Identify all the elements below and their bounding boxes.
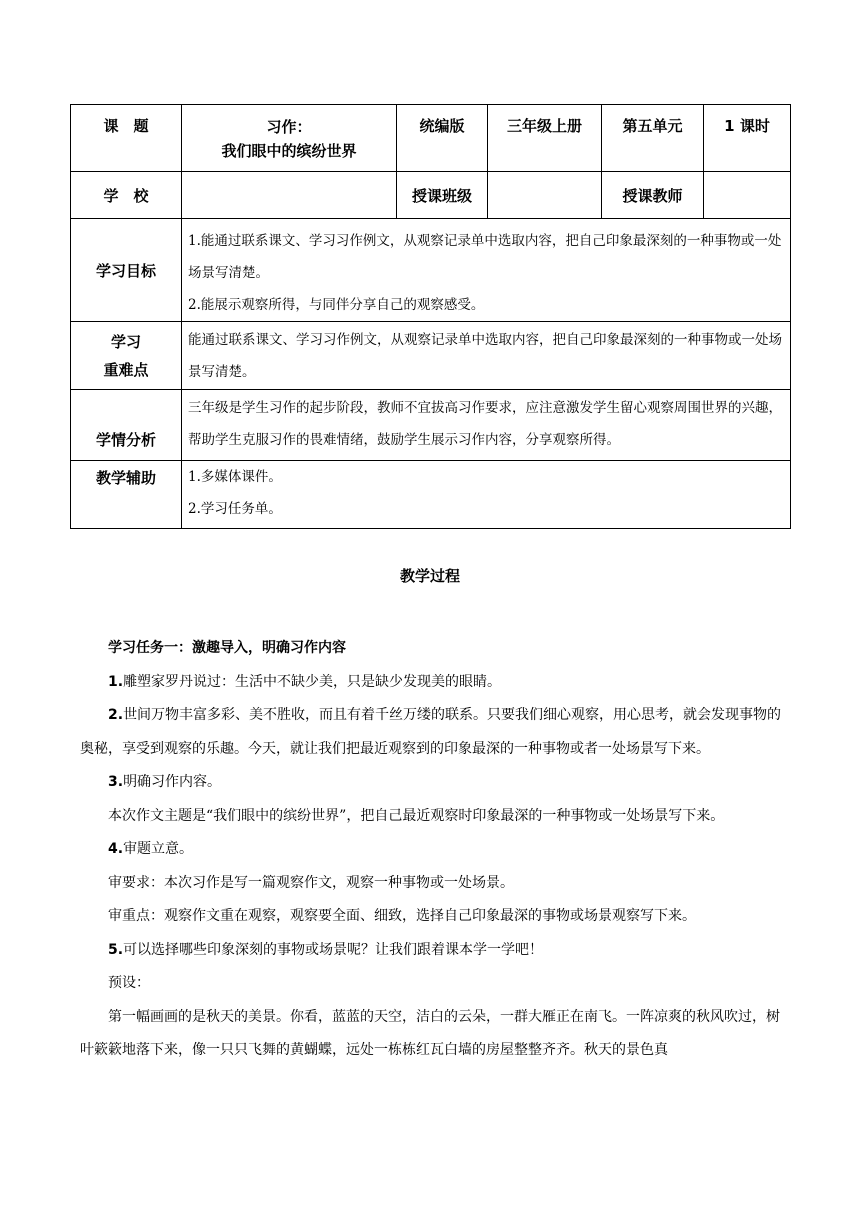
class-label: 授课班级: [397, 172, 488, 219]
paragraph: [80, 766, 792, 800]
teacher-value: [704, 172, 791, 219]
edition-cell: 统编版: [397, 105, 488, 172]
paragraph: 预设：: [108, 975, 150, 991]
goal-item: 1.能通过联系课文、学习习作例文，从观察记录单中选取内容，把自己印象最深刻的一种事物或一处场景写清楚。: [188, 233, 782, 281]
topic-line2: 我们眼中的缤纷世界: [221, 142, 357, 160]
goals-content: [182, 219, 791, 322]
paragraph-number: 4.: [108, 841, 124, 857]
paragraph-number: 5.: [108, 941, 124, 958]
paragraph-number: 1.: [108, 673, 124, 690]
paragraph: 审重点：观察作文重在观察，观察要全面、细致，选择自己印象最深的事物或场景观察写下来。: [108, 908, 696, 924]
paragraph-text: 明确习作内容。: [123, 774, 222, 790]
lesson-info-table: [70, 104, 791, 529]
aid-item: 1.多媒体课件。: [188, 469, 282, 485]
topic-value: [182, 105, 397, 172]
school-value: [182, 172, 397, 219]
class-value: [488, 172, 602, 219]
school-label: 学 校: [71, 172, 182, 219]
aids-content: [182, 461, 791, 529]
topic-line1: 习作：: [266, 118, 312, 136]
goal-item: 2.能展示观察所得，与同伴分享自己的观察感受。: [188, 297, 485, 313]
teacher-label: 授课教师: [602, 172, 704, 219]
paragraph: 本次作文主题是“我们眼中的缤纷世界”，把自己最近观察时印象最深的一种事物或一处场景写下来。: [108, 807, 725, 824]
hours-cell: 1 课时: [704, 105, 791, 172]
key-points-label-line1: 学习: [110, 332, 141, 351]
paragraph-text: 可以选择哪些印象深刻的事物或场景呢？让我们跟着课本学一学吧！: [123, 941, 544, 958]
analysis-content: [182, 390, 791, 461]
task-heading: 学习任务一：激趣导入，明确习作内容: [108, 640, 346, 656]
aids-label: 教学辅助: [71, 461, 182, 529]
goals-label: 学习目标: [71, 219, 182, 322]
paragraph: 审要求：本次习作是写一篇观察作文，观察一种事物或一处场景。: [108, 874, 514, 891]
table-row: [71, 461, 791, 529]
table-row: [71, 322, 791, 390]
table-row: [71, 172, 791, 219]
analysis-label: 学情分析: [71, 390, 182, 461]
paragraph-number: 3.: [108, 774, 124, 790]
analysis-text: 三年级是学生习作的起步阶段，教师不宜拔高习作要求，应注意激发学生留心观察周围世界的兴趣，帮助学生克服习作的畏难情绪，鼓励学生展示习作内容，分享观察所得。: [188, 400, 782, 448]
aid-item: 2.学习任务单。: [188, 501, 282, 517]
lesson-body: [80, 632, 792, 1068]
paragraph: [80, 666, 792, 700]
key-points-label-line2: 重难点: [103, 360, 149, 379]
paragraph-text: 雕塑家罗丹说过：生活中不缺少美，只是缺少发现美的眼睛。: [123, 673, 502, 690]
paragraph: [80, 833, 792, 867]
paragraph-text: 审题立意。: [123, 841, 194, 857]
paragraph-number: 2.: [108, 707, 124, 723]
key-points-label: [71, 322, 182, 390]
table-row: [71, 105, 791, 172]
table-row: [71, 219, 791, 322]
topic-label: 课 题: [71, 105, 182, 172]
key-points-text: 能通过联系课文、学习习作例文，从观察记录单中选取内容，把自己印象最深刻的一种事物或一处场景写清楚。: [188, 332, 782, 380]
paragraph-text: 世间万物丰富多彩、美不胜收，而且有着千丝万缕的联系。只要我们细心观察，用心思考，就会发现事物的奥秘，享受到观察的乐趣。今天，就让我们把最近观察到的印象最深的一种事物或者一处场景写下来。: [80, 707, 782, 757]
unit-cell: 第五单元: [602, 105, 704, 172]
paragraph: [80, 699, 792, 766]
grade-cell: 三年级上册: [488, 105, 602, 172]
table-row: [71, 390, 791, 461]
paragraph: 第一幅画画的是秋天的美景。你看，蓝蓝的天空，洁白的云朵，一群大雁正在南飞。一阵凉爽的秋风吹过，树叶簌簌地落下来，像一只只飞舞的黄蝴蝶，远处一栋栋红瓦白墙的房屋整整齐齐。秋天的景色真: [80, 1008, 780, 1058]
paragraph: [80, 934, 792, 968]
section-title: 教学过程: [399, 567, 460, 585]
key-points-content: [182, 322, 791, 390]
